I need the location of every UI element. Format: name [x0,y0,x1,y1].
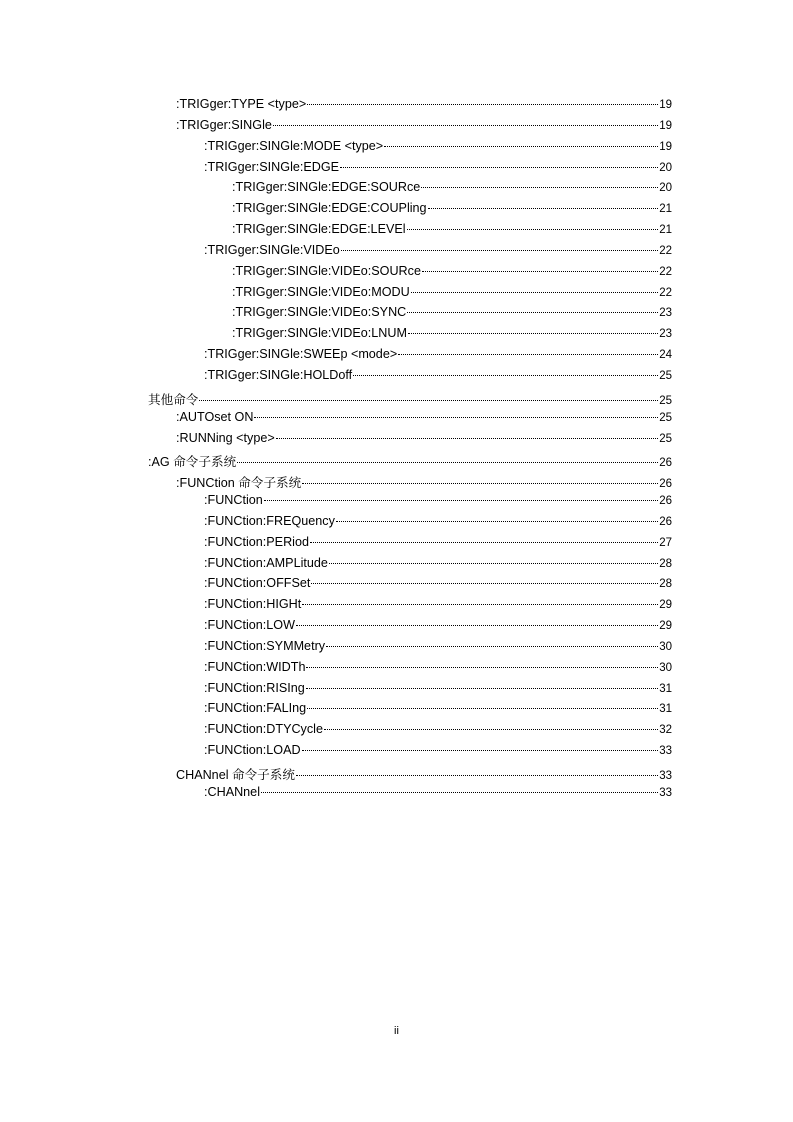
toc-entry-page: 20 [659,161,672,174]
toc-entry-page: 20 [659,182,672,195]
toc-entry[interactable] [148,743,672,764]
dot-leader [254,417,658,418]
toc-entry-title: :FUNCtion:LOW [204,618,295,633]
toc-entry-page: 23 [659,328,672,341]
toc-entry-title: :FUNCtion:LOAD [204,743,301,758]
toc-entry[interactable] [148,618,672,639]
toc-entry-title: :TRIGger:SINGle [176,117,272,132]
toc-entry[interactable] [148,264,672,285]
toc-entry[interactable] [148,243,672,264]
dot-leader [407,312,658,313]
dot-leader [261,792,658,793]
toc-entry-title: :FUNCtion:DTYCycle [204,722,323,737]
toc-entry-page: 33 [659,770,672,782]
toc-entry[interactable] [148,764,672,785]
toc-entry[interactable] [148,535,672,556]
toc-entry[interactable] [148,785,672,806]
dot-leader [276,438,659,439]
toc-entry-title: :FUNCtion:OFFSet [204,576,311,591]
dot-leader [273,125,658,126]
toc-entry[interactable] [148,201,672,222]
toc-entry[interactable] [148,681,672,702]
toc-entry-title: :TRIGger:SINGle:VIDEo:LNUM [232,326,407,341]
toc-entry-page: 24 [659,349,672,362]
toc-entry-title: :FUNCtion:FALIng [204,701,307,716]
dot-leader [411,292,658,293]
toc-entry[interactable] [148,160,672,181]
toc-entry[interactable] [148,285,672,306]
toc-entry-title: :TRIGger:SINGle:VIDEo:SYNC [232,305,407,320]
toc-entry-page: 25 [659,411,672,424]
toc-entry-page: 22 [659,244,672,257]
dot-leader [264,500,658,501]
toc-entry-title: :FUNCtion:WIDTh [204,659,306,674]
toc-entry-page: 28 [659,578,672,591]
toc-entry[interactable] [148,180,672,201]
toc-entry-page: 30 [659,661,672,674]
dot-leader [407,229,659,230]
dot-leader [296,775,658,776]
dot-leader [329,563,658,564]
toc-entry-title: :AUTOset ON [176,409,254,424]
table-of-contents [148,97,672,806]
dot-leader [237,462,658,463]
toc-entry-title: :FUNCtion [204,493,263,508]
toc-entry-page: 29 [659,599,672,612]
toc-entry-title: :AG 命令子系统 [148,455,237,470]
dot-leader [306,688,658,689]
dot-leader [311,583,658,584]
toc-entry-title: :TRIGger:SINGle:EDGE:COUPling [232,201,427,216]
toc-entry-title: :FUNCtion 命令子系统 [176,476,302,491]
dot-leader [302,750,659,751]
dot-leader [421,187,658,188]
dot-leader [296,625,658,626]
toc-entry[interactable] [148,639,672,660]
dot-leader [302,604,658,605]
dot-leader [398,354,658,355]
toc-entry[interactable] [148,222,672,243]
toc-entry-page: 19 [659,140,672,153]
toc-entry[interactable] [148,139,672,160]
dot-leader [324,729,658,730]
dot-leader [307,708,658,709]
toc-entry-page: 33 [659,786,672,799]
toc-entry[interactable] [148,451,672,472]
dot-leader [310,542,658,543]
toc-entry[interactable] [148,389,672,410]
toc-entry-page: 22 [659,265,672,278]
toc-entry[interactable] [148,576,672,597]
toc-entry-page: 26 [659,515,672,528]
toc-entry-page: 30 [659,640,672,653]
toc-entry-title: :TRIGger:SINGle:VIDEo [204,242,340,257]
dot-leader [326,646,658,647]
toc-entry-title: :FUNCtion:SYMMetry [204,638,326,653]
toc-entry-page: 19 [659,99,672,111]
toc-entry-title: :FUNCtion:AMPLitude [204,555,328,570]
toc-entry-page: 25 [659,369,672,382]
toc-entry-page: 21 [659,224,672,237]
toc-entry[interactable] [148,597,672,618]
toc-entry-title: :RUNNing <type> [176,430,275,445]
toc-entry[interactable] [148,493,672,514]
toc-entry-title: 其他命令 [148,392,199,407]
toc-entry[interactable] [148,347,672,368]
toc-entry[interactable] [148,514,672,535]
toc-entry-page: 29 [659,620,672,633]
toc-entry-page: 26 [659,457,672,470]
toc-entry[interactable] [148,326,672,347]
toc-entry-title: :CHANnel [204,784,260,799]
dot-leader [341,250,658,251]
toc-entry-page: 21 [659,203,672,216]
toc-entry-title: :FUNCtion:HIGHt [204,597,302,612]
toc-entry[interactable] [148,431,672,452]
toc-entry-page: 33 [659,745,672,758]
toc-entry-page: 25 [659,394,672,407]
toc-entry-page: 23 [659,307,672,320]
dot-leader [306,667,658,668]
toc-entry-title: :TRIGger:SINGle:MODE <type> [204,138,384,153]
toc-entry-title: :TRIGger:SINGle:EDGE:SOURce [232,180,421,195]
toc-entry-title: :TRIGger:SINGle:EDGE [204,159,340,174]
toc-entry-page: 25 [659,432,672,445]
toc-entry-page: 31 [659,682,672,695]
toc-entry[interactable] [148,97,672,118]
toc-entry-title: :FUNCtion:FREQuency [204,513,335,528]
toc-entry-page: 31 [659,703,672,716]
toc-entry-title: :TRIGger:SINGle:VIDEo:SOURce [232,263,421,278]
dot-leader [428,208,659,209]
toc-entry-page: 32 [659,724,672,737]
toc-entry-page: 28 [659,557,672,570]
toc-entry[interactable] [148,722,672,743]
dot-leader [199,400,658,401]
toc-entry-page: 26 [659,478,672,491]
dot-leader [422,271,658,272]
toc-entry[interactable] [148,660,672,681]
page-number: ii [394,1025,399,1037]
toc-entry[interactable] [148,472,672,493]
toc-entry[interactable] [148,556,672,577]
toc-entry-page: 19 [659,119,672,132]
toc-entry[interactable] [148,118,672,139]
toc-entry-page: 27 [659,536,672,549]
toc-entry-title: CHANnel 命令子系统 [176,768,295,782]
toc-entry-title: :TRIGger:SINGle:HOLDoff [204,367,353,382]
toc-entry-page: 22 [659,286,672,299]
toc-entry-page: 26 [659,495,672,508]
toc-entry-title: :FUNCtion:PERiod [204,534,309,549]
toc-entry[interactable] [148,368,672,389]
dot-leader [408,333,658,334]
toc-entry-title: :TRIGger:SINGle:SWEEp <mode> [204,347,398,362]
toc-entry-title: :TRIGger:TYPE <type> [176,97,307,111]
toc-entry-title: :TRIGger:SINGle:VIDEo:MODU [232,284,410,299]
dot-leader [302,483,658,484]
dot-leader [384,146,658,147]
toc-entry-title: :FUNCtion:RISIng [204,680,305,695]
toc-entry-title: :TRIGger:SINGle:EDGE:LEVEl [232,222,406,237]
dot-leader [353,375,658,376]
toc-entry[interactable] [148,410,672,431]
toc-entry[interactable] [148,305,672,326]
dot-leader [340,167,658,168]
toc-entry[interactable] [148,701,672,722]
dot-leader [336,521,658,522]
dot-leader [307,104,658,105]
